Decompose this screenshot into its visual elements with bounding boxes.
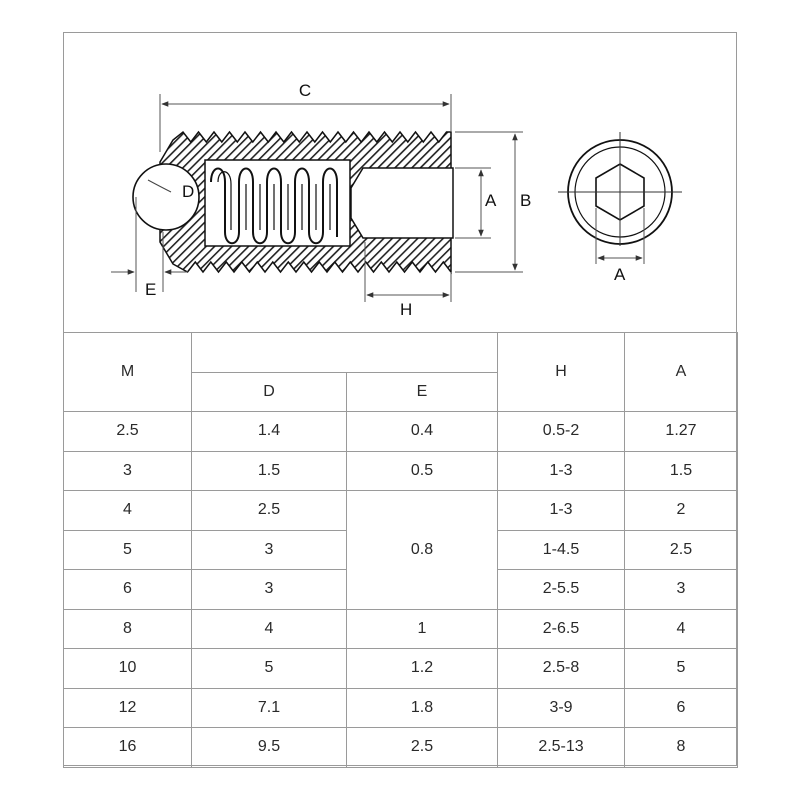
- header-h: H: [498, 333, 625, 412]
- cell-m: 2.5: [64, 412, 192, 452]
- cell-a: 6: [625, 688, 738, 728]
- cell-m: 12: [64, 688, 192, 728]
- cell-d: 1.5: [192, 451, 347, 491]
- cell-m: 4: [64, 491, 192, 531]
- cell-d: 9.5: [192, 728, 347, 768]
- table-row: [64, 609, 738, 649]
- table-row: [64, 688, 738, 728]
- cell-h: 2-6.5: [498, 609, 625, 649]
- header-a: A: [625, 333, 738, 412]
- cell-e: 2.5: [347, 728, 498, 768]
- cell-e: 0.5: [347, 451, 498, 491]
- label-a-bore: A: [485, 191, 497, 210]
- cell-h: 3-9: [498, 688, 625, 728]
- cell-d: 5: [192, 649, 347, 689]
- table-row: [64, 649, 738, 689]
- cell-e: 0.8: [347, 491, 498, 610]
- cell-m: 5: [64, 530, 192, 570]
- cell-d: 3: [192, 530, 347, 570]
- label-d: D: [182, 182, 195, 201]
- cell-e: 1: [347, 609, 498, 649]
- cell-m: 10: [64, 649, 192, 689]
- cell-h: 2.5-13: [498, 728, 625, 768]
- cell-m: 6: [64, 570, 192, 610]
- label-c: C: [298, 81, 312, 100]
- header-group: [192, 333, 498, 373]
- cell-h: 2-5.5: [498, 570, 625, 610]
- cell-a: 2.5: [625, 530, 738, 570]
- cell-a: 3: [625, 570, 738, 610]
- header-m: M: [64, 333, 192, 412]
- table-row: [64, 491, 738, 531]
- cell-a: 5: [625, 649, 738, 689]
- cell-d: 3: [192, 570, 347, 610]
- cell-e: 0.4: [347, 412, 498, 452]
- cell-h: 2.5-8: [498, 649, 625, 689]
- label-e: E: [145, 280, 157, 299]
- cell-d: 4: [192, 609, 347, 649]
- end-view: [558, 132, 682, 264]
- cell-h: 1-3: [498, 451, 625, 491]
- cell-d: 1.4: [192, 412, 347, 452]
- label-b: B: [520, 191, 532, 210]
- cell-d: 7.1: [192, 688, 347, 728]
- cell-a: 1.5: [625, 451, 738, 491]
- cell-a: 4: [625, 609, 738, 649]
- label-h: H: [400, 300, 413, 319]
- cell-a: 2: [625, 491, 738, 531]
- cell-d: 2.5: [192, 491, 347, 531]
- table-row: [64, 412, 738, 452]
- cell-h: 1-4.5: [498, 530, 625, 570]
- cell-e: 1.8: [347, 688, 498, 728]
- plunger-body-section: [133, 132, 453, 272]
- cell-m: 16: [64, 728, 192, 768]
- cell-m: 8: [64, 609, 192, 649]
- cell-m: 3: [64, 451, 192, 491]
- spring-plunger-drawing: [63, 32, 737, 332]
- table-row: [64, 451, 738, 491]
- cell-h: 0.5-2: [498, 412, 625, 452]
- spec-table: [63, 332, 738, 768]
- header-d: D: [192, 373, 347, 412]
- hex-socket-bore: [351, 168, 453, 238]
- cell-a: 8: [625, 728, 738, 768]
- label-a-end: A: [614, 265, 626, 284]
- cell-e: 1.2: [347, 649, 498, 689]
- cell-h: 1-3: [498, 491, 625, 531]
- table-row: [64, 728, 738, 768]
- cell-a: 1.27: [625, 412, 738, 452]
- header-e: E: [347, 373, 498, 412]
